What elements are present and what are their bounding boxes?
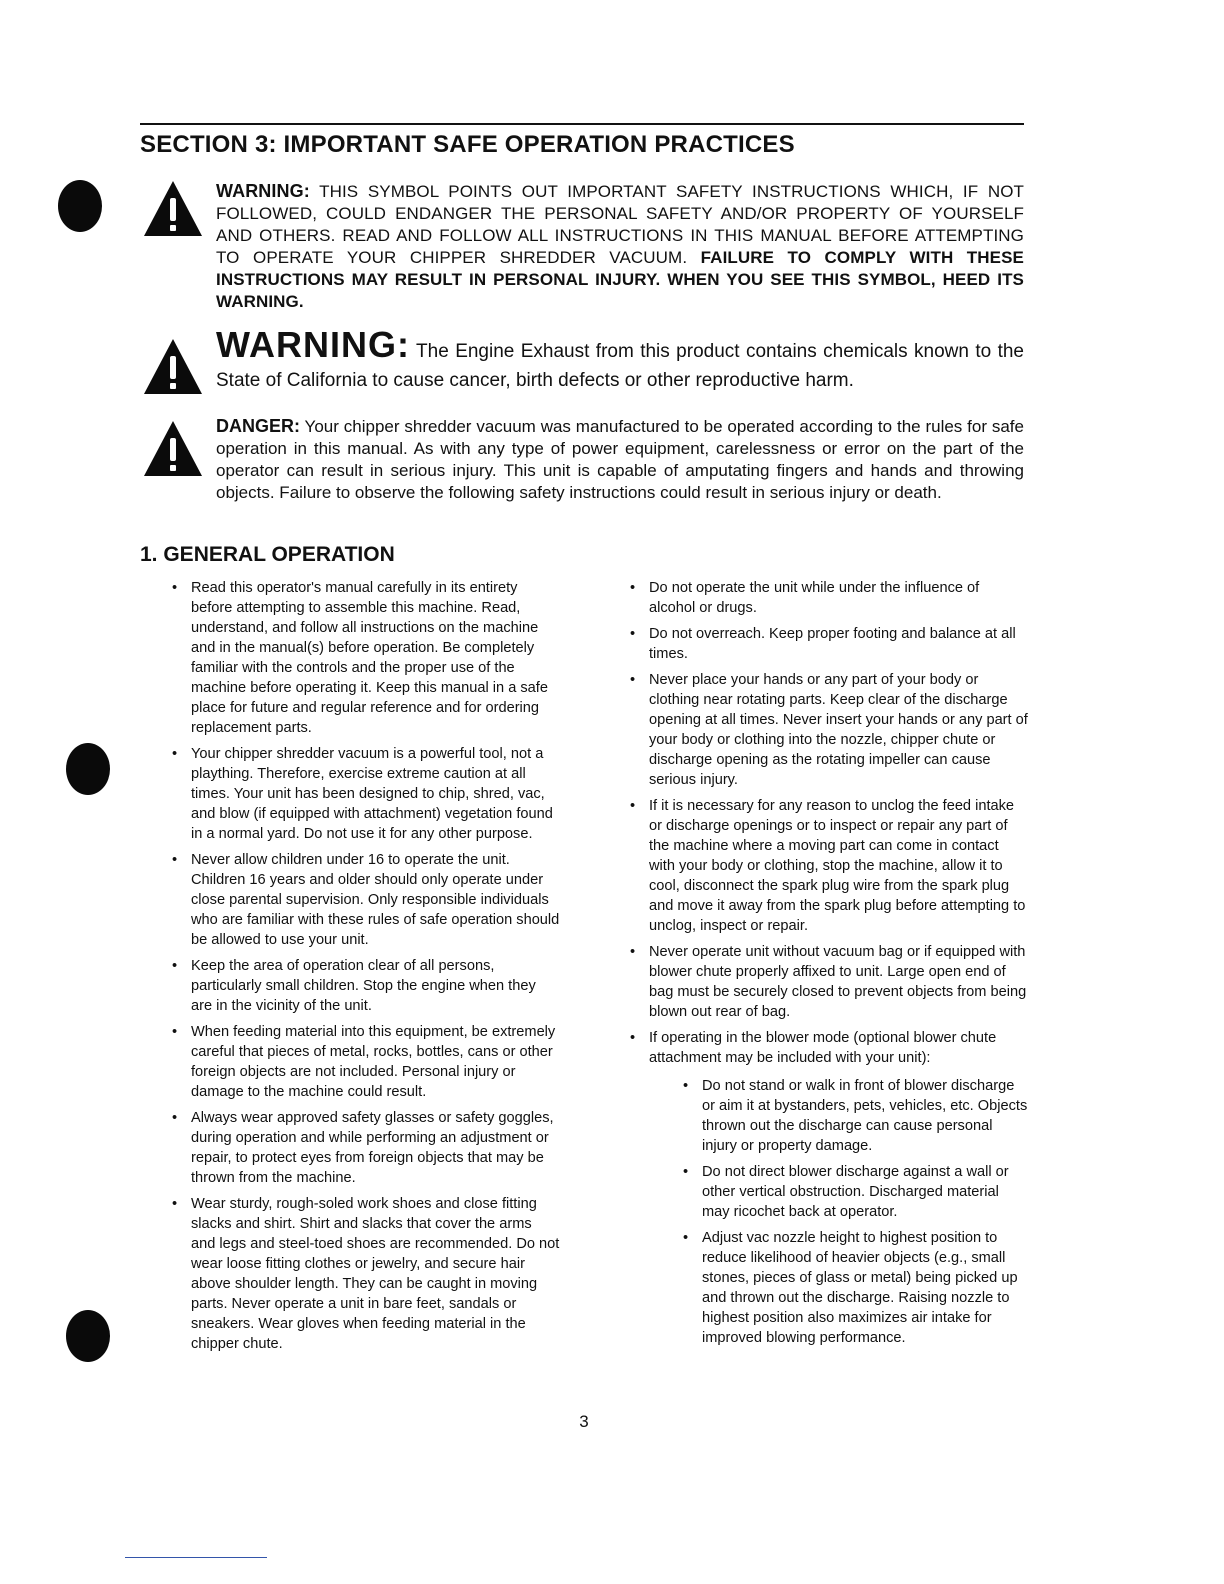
left-bullet-list: [170, 578, 560, 1354]
warning-bold-text: FAILURE TO COMPLY WITH THESE INSTRUCTIONS MAY RESULT IN PERSONAL INJURY. WHEN YOU SEE THIS SYMBOL, HEED ITS WARNING.: [216, 248, 1024, 311]
danger-text: Your chipper shredder vacuum was manufactured to be operated according to the rules for safe operation in this manual. As with any type of power equipment, carelessness or error on the part of the operator can result in serious injury. This unit is capable of amputating fingers and hands and throwing objects. Failure to observe the following safety instructions could result in serious injury or death.: [216, 417, 1024, 502]
california-warning-text: The Engine Exhaust from this product contains chemicals known to the State of California to cause cancer, birth defects or other reproductive harm.: [216, 341, 1024, 391]
page-number: 3: [579, 1412, 589, 1431]
warning-text: THIS SYMBOL POINTS OUT IMPORTANT SAFETY INSTRUCTIONS WHICH, IF NOT FOLLOWED, COULD ENDANGER THE PERSONAL SAFETY AND/OR PROPERTY OF YOURSELF AND OTHERS. READ AND FOLLOW ALL INSTRUCTIONS IN THIS MANUAL BEFORE ATTEMPTING TO OPERATE YOUR CHIPPER SHREDDER VACUUM.: [216, 182, 1024, 267]
california-warning: [216, 324, 1024, 395]
list-item: • Never place your hands or any part of your body or clothing near rotating parts. Keep clear of the discharge opening at all times. Never insert your hands or any part of your body or clothing into the nozzle, chipper chute or discharge opening as the rotating impeller can cause serious injury.: [628, 670, 1028, 790]
danger-triangle-icon: [142, 418, 204, 478]
list-item: • Never operate unit without vacuum bag or if equipped with blower chute properly affixed to unit. Large open end of bag must be securely closed to prevent objects from being blown out rear of bag.: [628, 942, 1028, 1022]
danger-notice: [216, 415, 1024, 504]
list-item: • Do not overreach. Keep proper footing and balance at all times.: [628, 624, 1028, 664]
header-rule: [140, 123, 1024, 125]
right-column: [628, 578, 1028, 1354]
danger-label: DANGER:: [216, 416, 300, 436]
right-bullet-list: [628, 578, 1028, 1348]
blower-sub-list: [649, 1076, 1028, 1348]
list-item: • Never allow children under 16 to operate the unit. Children 16 years and older should only operate under close parental supervision. Only responsible individuals who are familiar with these rules of safe operation should be allowed to use your unit.: [170, 850, 560, 950]
list-item: • Read this operator's manual carefully in its entirety before attempting to assemble this machine. Read, understand, and follow all instructions on the machine and in the manual(s) before operation. Be completely familiar with the controls and the proper use of the machine before operating it. Keep this manual in a safe place for future and regular reference and for ordering replacement parts.: [170, 578, 560, 738]
footer-rule: [125, 1557, 267, 1558]
list-item-blower-mode: [628, 1028, 1028, 1348]
list-item: • Always wear approved safety glasses or safety goggles, during operation and while performing an adjustment or repair, to protect eyes from foreign objects that may be thrown from the machine.: [170, 1108, 560, 1188]
left-column: [170, 578, 560, 1360]
general-operation-heading: 1. GENERAL OPERATION: [140, 543, 395, 566]
warning-triangle-icon: [142, 178, 204, 238]
sub-list-item: • Do not stand or walk in front of blower discharge or aim it at bystanders, pets, vehicles, etc. Objects thrown out the discharge can cause personal injury or property damage.: [681, 1076, 1028, 1156]
list-item: • Do not operate the unit while under the influence of alcohol or drugs.: [628, 578, 1028, 618]
punch-hole-bottom: [66, 1310, 110, 1362]
list-item: • If it is necessary for any reason to unclog the feed intake or discharge openings or to inspect or repair any part of the machine where a moving part can come in contact with your body or clothing, stop the machine, allow it to cool, disconnect the spark plug wire from the spark plug and move it away from the spark plug before attempting to unclog, inspect or repair.: [628, 796, 1028, 936]
section-title: SECTION 3: IMPORTANT SAFE OPERATION PRACTICES: [140, 131, 795, 158]
punch-hole-top: [58, 180, 102, 232]
punch-hole-middle: [66, 743, 110, 795]
list-item: • When feeding material into this equipment, be extremely careful that pieces of metal, rocks, bottles, cans or other foreign objects are not included. Personal injury or damage to the machine could result.: [170, 1022, 560, 1102]
warning-label-large: WARNING:: [216, 324, 410, 365]
blower-mode-text: If operating in the blower mode (optional blower chute attachment may be included with your unit):: [649, 1030, 997, 1066]
list-item: • Keep the area of operation clear of all persons, particularly small children. Stop the engine when they are in the vicinity of the unit.: [170, 956, 560, 1016]
list-item: • Your chipper shredder vacuum is a powerful tool, not a plaything. Therefore, exercise extreme caution at all times. Your unit has been designed to chip, shred, vac, and blow (if equipped with attachment) vegetation found in a normal yard. Do not use it for any other purpose.: [170, 744, 560, 844]
warning-label: WARNING:: [216, 181, 310, 201]
sub-list-item: • Do not direct blower discharge against a wall or other vertical obstruction. Discharged material may ricochet back at operator.: [681, 1162, 1028, 1222]
sub-list-item: • Adjust vac nozzle height to highest position to reduce likelihood of heavier objects (e.g., small stones, pieces of glass or metal) being picked up and thrown out the discharge. Raising nozzle to highest position also maximizes air intake for improved blowing performance.: [681, 1228, 1028, 1348]
warning-triangle-icon: [142, 336, 204, 396]
safety-symbol-warning: [216, 180, 1024, 313]
list-item: • Wear sturdy, rough-soled work shoes and close fitting slacks and shirt. Shirt and slacks that cover the arms and legs and steel-toed shoes are recommended. Do not wear loose fitting clothes or jewelry, and secure hair above shoulder length. They can be caught in moving parts. Never operate a unit in bare feet, sandals or sneakers. Wear gloves when feeding material in the chipper chute.: [170, 1194, 560, 1354]
